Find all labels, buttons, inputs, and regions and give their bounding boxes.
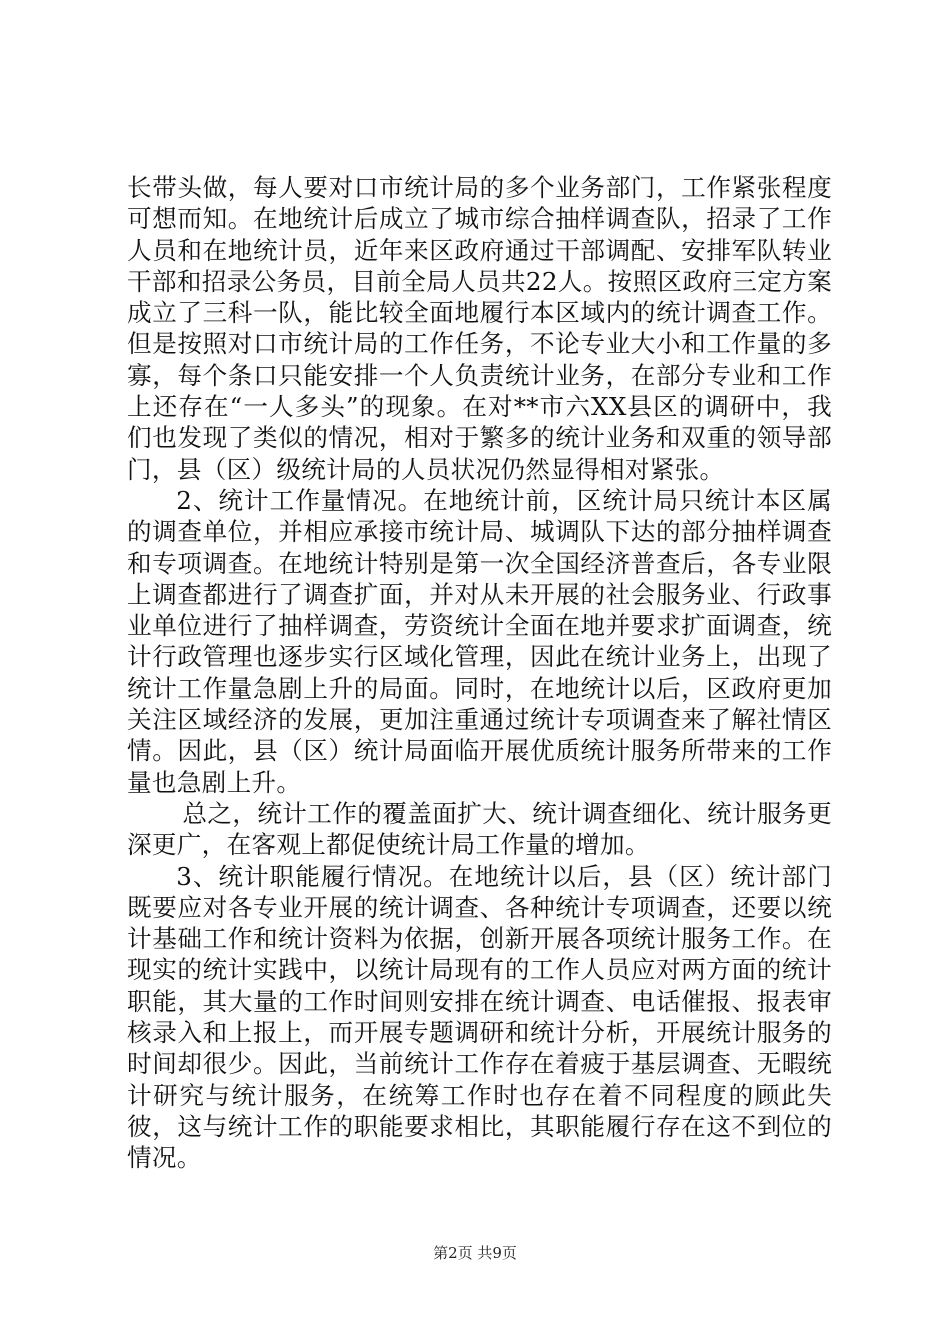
paragraph-workload: 2、统计工作量情况。在地统计前，区统计局只统计本区属的调查单位，并相应承接市统计局、城调队下达的部分抽样调查和专项调查。在地统计特别是第一次全国经济普查后，各专业限上调查都进行了调查扩面，并对从未开展的社会服务业、行政事业单位进行了抽样调查，劳资统计全面在地并要求扩面调查，统计行政管理也逐步实行区域化管理，因此在统计业务上，出现了统计工作量急剧上升的局面。同时，在地统计以后，区政府更加关注区域经济的发展，更加注重通过统计专项调查来了解社情区情。因此，县（区）统计局面临开展优质统计服务所带来的工作量也急剧上升。: [127, 485, 832, 797]
paragraph-staffing-continued: 长带头做，每人要对口市统计局的多个业务部门，工作紧张程度可想而知。在地统计后成立了城市综合抽样调查队，招录了工作人员和在地统计员，近年来区政府通过干部调配、安排军队转业干部和招录公务员，目前全局人员共22人。按照区政府三定方案成立了三科一队，能比较全面地履行本区域内的统计调查工作。但是按照对口市统计局的工作任务，不论专业大小和工作量的多寡，每个条口只能安排一个人负责统计业务，在部分专业和工作上还存在“一人多头”的现象。在对**市六XX县区的调研中，我们也发现了类似的情况，相对于繁多的统计业务和双重的领导部门，县（区）级统计局的人员状况仍然显得相对紧张。: [127, 173, 832, 484]
document-body: [127, 172, 832, 1174]
paragraph-summary: 总之，统计工作的覆盖面扩大、统计调查细化、统计服务更深更广，在客观上都促使统计局工作量的增加。: [127, 798, 832, 860]
page-number-footer: 第2页 共9页: [433, 1244, 517, 1262]
paragraph-functions: 3、统计职能履行情况。在地统计以后，县（区）统计部门既要应对各专业开展的统计调查、各种统计专项调查，还要以统计基础工作和统计资料为依据，创新开展各项统计服务工作。在现实的统计实践中，以统计局现有的工作人员应对两方面的统计职能，其大量的工作时间则安排在统计调查、电话催报、报表审核录入和上报上，而开展专题调研和统计分析，开展统计服务的时间却很少。因此，当前统计工作存在着疲于基层调查、无暇统计研究与统计服务，在统筹工作时也存在着不同程度的顾此失彼，这与统计工作的职能要求相比，其职能履行存在这不到位的情况。: [127, 861, 832, 1173]
